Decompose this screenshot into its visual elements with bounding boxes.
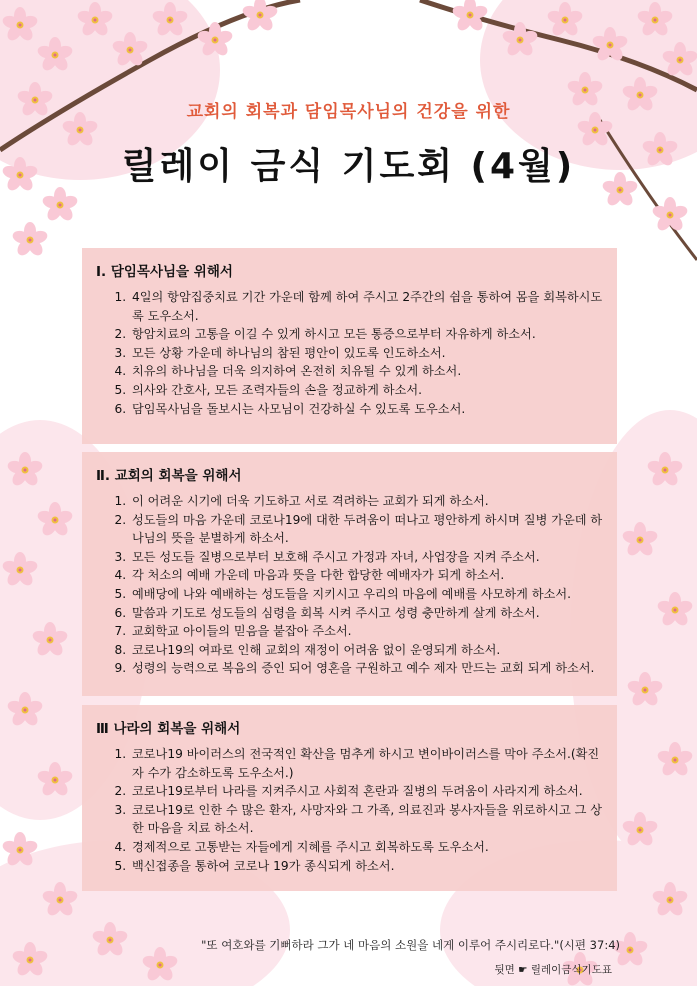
prayer-item: 5. 예배당에 나와 예배하는 성도들을 지키시고 우리의 마음에 예배를 사모하게 하소서. — [130, 585, 605, 604]
section-nation — [82, 705, 617, 891]
prayer-item: 2. 항암치료의 고통을 이길 수 있게 하시고 모든 통증으로부터 자유하게 하소서. — [130, 325, 605, 344]
prayer-item: 3. 모든 상황 가운데 하나님의 참된 평안이 있도록 인도하소서. — [130, 344, 605, 363]
section-church — [82, 452, 617, 696]
section-heading: Ⅲ 나라의 회복을 위해서 — [96, 721, 241, 737]
prayer-item: 4. 치유의 하나님을 더욱 의지하여 온전히 치유될 수 있게 하소서. — [130, 362, 605, 381]
prayer-item: 4. 각 처소의 예배 가운데 마음과 뜻을 다한 합당한 예배자가 되게 하소서. — [130, 566, 605, 585]
prayer-item: 3. 모든 성도들 질병으로부터 보호해 주시고 가정과 자녀, 사업장을 지켜 주소서. — [130, 548, 605, 567]
footer-note: 뒷면 ☛ 릴레이금식기도표 — [494, 964, 612, 976]
page-title: 릴레이 금식 기도회 (4월) — [121, 146, 576, 187]
prayer-item: 4. 경제적으로 고통받는 자들에게 지혜를 주시고 회복하도록 도우소서. — [130, 838, 605, 857]
prayer-item: 1. 4일의 항암집중치료 기간 가운데 함께 하여 주시고 2주간의 쉼을 통하여 몸을 회복하시도록 도우소서. — [130, 288, 605, 325]
prayer-item: 2. 성도들의 마음 가운데 코로나19에 대한 두려움이 떠나고 평안하게 하시며 질병 가운데 하나님의 뜻을 분별하게 하소서. — [130, 511, 605, 548]
prayer-item: 5. 백신접종을 통하여 코로나 19가 종식되게 하소서. — [130, 857, 605, 876]
prayer-item: 2. 코로나19로부터 나라를 지켜주시고 사회적 혼란과 질병의 두려움이 사라지게 하소서. — [130, 782, 605, 801]
prayer-item: 6. 말씀과 기도로 성도들의 심령을 회복 시켜 주시고 성령 충만하게 살게 하소서. — [130, 604, 605, 623]
prayer-item: 8. 코로나19의 여파로 인해 교회의 재정이 어려움 없이 운영되게 하소서. — [130, 641, 605, 660]
bible-verse: "또 여호와를 기뻐하라 그가 네 마음의 소원을 네게 이루어 주시리로다."(시편 37:4) — [201, 938, 620, 952]
prayer-item: 1. 이 어려운 시기에 더욱 기도하고 서로 격려하는 교회가 되게 하소서. — [130, 492, 605, 511]
prayer-item: 3. 코로나19로 인한 수 많은 환자, 사망자와 그 가족, 의료진과 봉사자들을 위로하시고 그 상한 마음을 치료 하소서. — [130, 801, 605, 838]
prayer-item: 9. 성령의 능력으로 복음의 증인 되어 영혼을 구원하고 예수 제자 만드는 교회 되게 하소서. — [130, 659, 605, 678]
prayer-item: 1. 코로나19 바이러스의 전국적인 확산을 멈추게 하시고 변이바이러스를 막아 주소서.(확진자 수가 감소하도록 도우소서.) — [130, 745, 605, 782]
prayer-item: 5. 의사와 간호사, 모든 조력자들의 손을 정교하게 하소서. — [130, 381, 605, 400]
section-pastor — [82, 248, 617, 444]
section-heading: Ⅰ. 담임목사님을 위해서 — [96, 264, 233, 280]
prayer-item: 7. 교회학교 아이들의 믿음을 붙잡아 주소서. — [130, 622, 605, 641]
prayer-item: 6. 담임목사님을 돌보시는 사모님이 건강하실 수 있도록 도우소서. — [130, 400, 605, 419]
subtitle: 교회의 회복과 담임목사님의 건강을 위한 — [186, 102, 511, 122]
section-heading: Ⅱ. 교회의 회복을 위해서 — [96, 468, 242, 484]
